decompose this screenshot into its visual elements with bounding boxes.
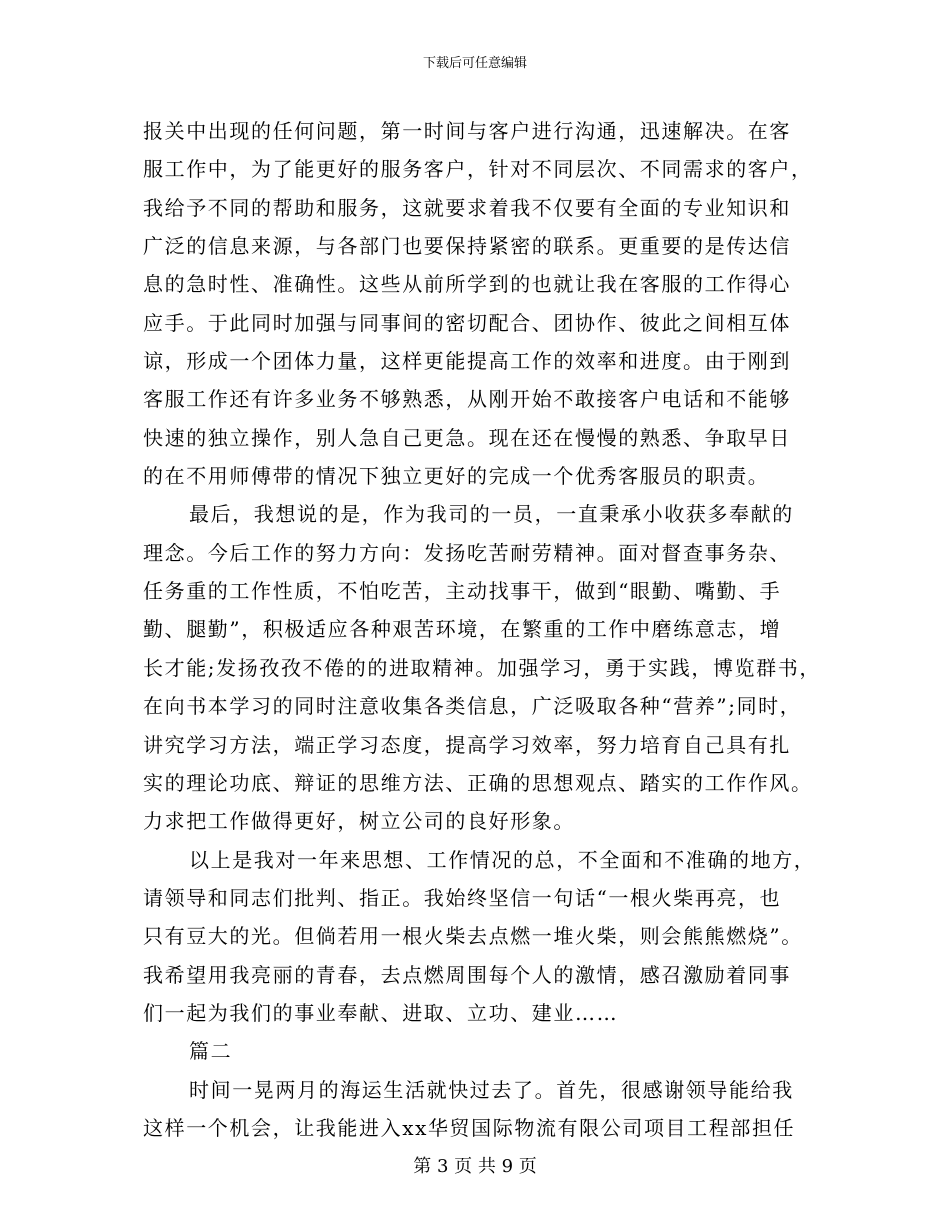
paragraph-start-line: 最后，我想说的是，作为我司的一员，一直秉承小收获多奉献的 [189,502,794,527]
text-line: 我希望用我亮丽的青春，去点燃周围每个人的激情，感召激励着同事 [143,962,791,987]
text-line: 讲究学习方法，端正学习态度，提高学习效率，努力培育自己具有扎 [143,732,791,757]
paragraph-start-line: 以上是我对一年来思想、工作情况的总，不全面和不准确的地方， [189,847,816,872]
page-header: 下载后可任意编辑 [422,56,527,71]
text-line: 们一起为我们的事业奉献、进取、立功、建业…… [143,1000,619,1025]
text-line: 服工作中，为了能更好的服务客户，针对不同层次、不同需求的客户， [143,157,813,182]
text-line: 理念。今后工作的努力方向：发扬吃苦耐劳精神。面对督查事务杂、 [143,540,791,565]
paragraph-start-line: 时间一晃两月的海运生活就快过去了。首先，很感谢领导能给我 [189,1077,794,1102]
text-line: 勤、腿勤”，积极适应各种艰苦环境，在繁重的工作中磨练意志，增 [143,617,782,642]
text-line: 只有豆大的光。但倘若用一根火柴去点燃一堆火柴，则会熊熊燃烧”。 [143,924,803,949]
text-line: 这样一个机会，让我能进入xx华贸国际物流有限公司项目工程部担任 [143,1115,796,1140]
text-line: 息的急时性、准确性。这些从前所学到的也就让我在客服的工作得心 [143,272,791,297]
body-text [143,112,821,1147]
text-line: 的在不用师傅带的情况下独立更好的完成一个优秀客服员的职责。 [143,464,770,489]
page-footer: 第 3 页 共 9 页 [413,1156,537,1177]
text-line: 应手。于此同时加强与同事间的密切配合、团协作、彼此之间相互体 [143,310,791,335]
text-line: 长才能;发扬孜孜不倦的的进取精神。加强学习，勇于实践，博览群书， [143,655,821,680]
text-line: 实的理论功底、辩证的思维方法、正确的思想观点、踏实的工作作风。 [143,770,813,795]
text-line: 快速的独立操作，别人急自己更急。现在还在慢慢的熟悉、争取早日 [143,425,791,450]
section-heading: 篇二 [189,1039,233,1064]
text-line: 谅，形成一个团体力量，这样更能提高工作的效率和进度。由于刚到 [143,349,791,374]
text-line: 广泛的信息来源，与各部门也要保持紧密的联系。更重要的是传达信 [143,234,791,259]
text-line: 任务重的工作性质，不怕吃苦，主动找事干，做到“眼勤、嘴勤、手 [143,579,782,604]
text-line: 在向书本学习的同时注意收集各类信息，广泛吸取各种“营养”;同时， [143,694,802,719]
text-line: 我给予不同的帮助和服务，这就要求着我不仅要有全面的专业知识和 [143,195,791,220]
text-line: 报关中出现的任何问题，第一时间与客户进行沟通，迅速解决。在客 [143,119,791,143]
text-line: 客服工作还有许多业务不够熟悉，从刚开始不敢接客户电话和不能够 [143,387,791,412]
text-line: 力求把工作做得更好，树立公司的良好形象。 [143,809,575,834]
text-line: 请领导和同志们批判、指正。我始终坚信一句话“一根火柴再亮，也 [143,885,782,910]
